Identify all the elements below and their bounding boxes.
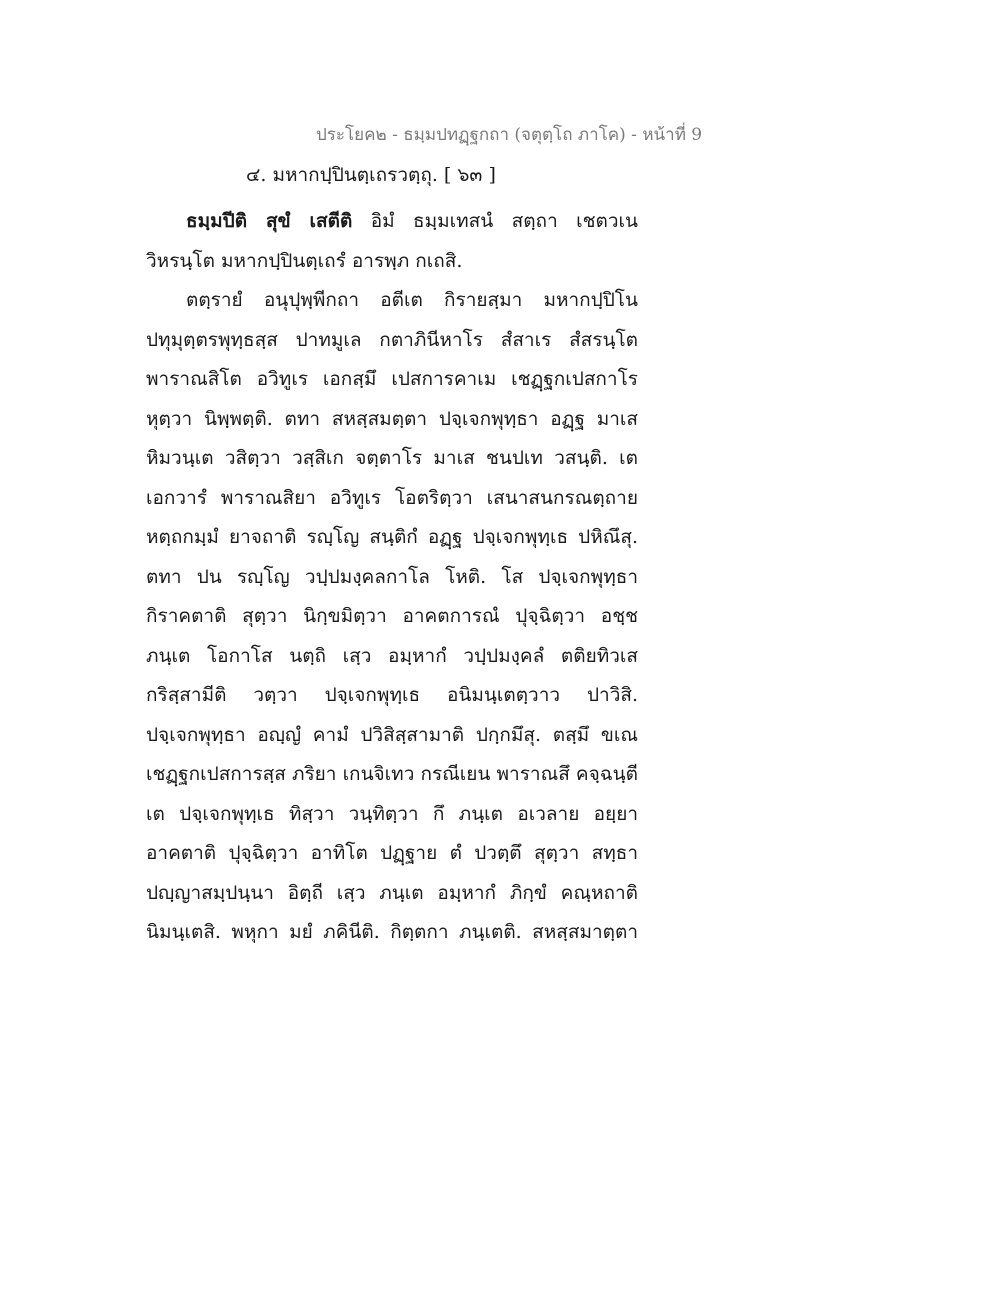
body-line: วิหรนฺโต มหากปฺปินตฺเถรํ อารพฺภ กเถสิ. — [146, 249, 463, 272]
body-text — [146, 202, 638, 953]
body-line — [146, 202, 638, 242]
body-line: ตทา ปน รญฺโญ วปฺปมงฺคลกาโล โหติ. โส ปจฺเจกพุทฺธา — [146, 565, 638, 588]
body-line: พาราณสิโต อวิทูเร เอกสฺมึ เปสการคาเม เชฏฺฐกเปสกาโร — [146, 368, 638, 390]
body-line: เชฏฺฐกเปสการสฺส ภริยา เกนจิเทว กรณีเยน พาราณสึ คจฺฉนฺตี — [146, 763, 638, 785]
body-line: ตตฺรายํ อนุปุพฺพีกถา อตีเต กิรายสฺมา มหากปฺปิโน — [186, 289, 638, 311]
body-line: หุตฺวา นิพฺพตฺติ. ตทา สหสฺสมตฺตา ปจฺเจกพุทฺธา อฏฺฐ มาเส — [146, 407, 638, 430]
line-text: อิมํ ธมฺมเทสนํ สตฺถา เชตวเน — [352, 210, 638, 232]
body-line: เอกวารํ พาราณสิยา อวิทูเร โอตริตฺวา เสนาสนกรณตฺถาย — [146, 486, 638, 509]
body-line: นิมนฺเตสิ. พหุกา มยํ ภคินีติ. กิตฺตกา ภนฺเตติ. สหสฺสมาตฺตา — [146, 921, 638, 943]
running-header: ประโยค๒ - ธมฺมปทฏฺฐกถา (จตุตฺโถ ภาโค) - หน้าที่ 9 — [316, 125, 703, 145]
body-line: ปทุมุตฺตรพุทฺธสฺส ปาทมูเล กตาภินีหาโร สํสาเร สํสรนฺโต — [146, 328, 638, 351]
body-line: ปจฺเจกพุทฺธา อญฺญํ คามํ ปวิสิสฺสามาติ ปกฺกมึสุ. ตสฺมึ ขเณ — [146, 723, 638, 746]
body-line: หิมวนฺเต วสิตฺวา วสฺสิเก จตฺตาโร มาเส ชนปเท วสนฺติ. เต — [146, 447, 638, 469]
body-line: กิราคตาติ สุตฺวา นิกฺขมิตฺวา อาคตการณํ ปุจฺฉิตฺวา อชฺช — [146, 605, 638, 627]
section-heading: ๔. มหากปฺปินตฺเถรวตฺถุ. [ ๖๓ ] — [246, 164, 496, 186]
body-line: ภนฺเต โอกาโส นตฺถิ เสฺว อมฺหากํ วปฺปมงฺคลํ ตติยทิวเส — [146, 644, 638, 667]
body-line: เต ปจฺเจกพุทฺเธ ทิสฺวา วนฺทิตฺวา กึ ภนฺเต อเวลาย อยฺยา — [146, 802, 638, 825]
body-line: อาคตาติ ปุจฺฉิตฺวา อาทิโต ปฏฺฐาย ตํ ปวตฺตึ สุตฺวา สทฺธา — [146, 842, 638, 864]
body-line: กริสฺสามีติ วตฺวา ปจฺเจกพุทฺเธ อนิมนฺเตตฺวาว ปาวิสิ. — [146, 684, 638, 706]
verse-lead: ธมฺมปีติ สุขํ เสตีติ — [186, 210, 353, 232]
body-line: ปญฺญาสมฺปนฺนา อิตฺถี เสฺว ภนฺเต อมฺหากํ ภิกฺขํ คณฺหถาติ — [146, 881, 638, 904]
body-line: หตฺถกมฺมํ ยาจถาติ รญฺโญ สนฺติกํ อฏฺฐ ปจฺเจกพุทฺเธ ปหิณึสุ. — [146, 526, 638, 548]
